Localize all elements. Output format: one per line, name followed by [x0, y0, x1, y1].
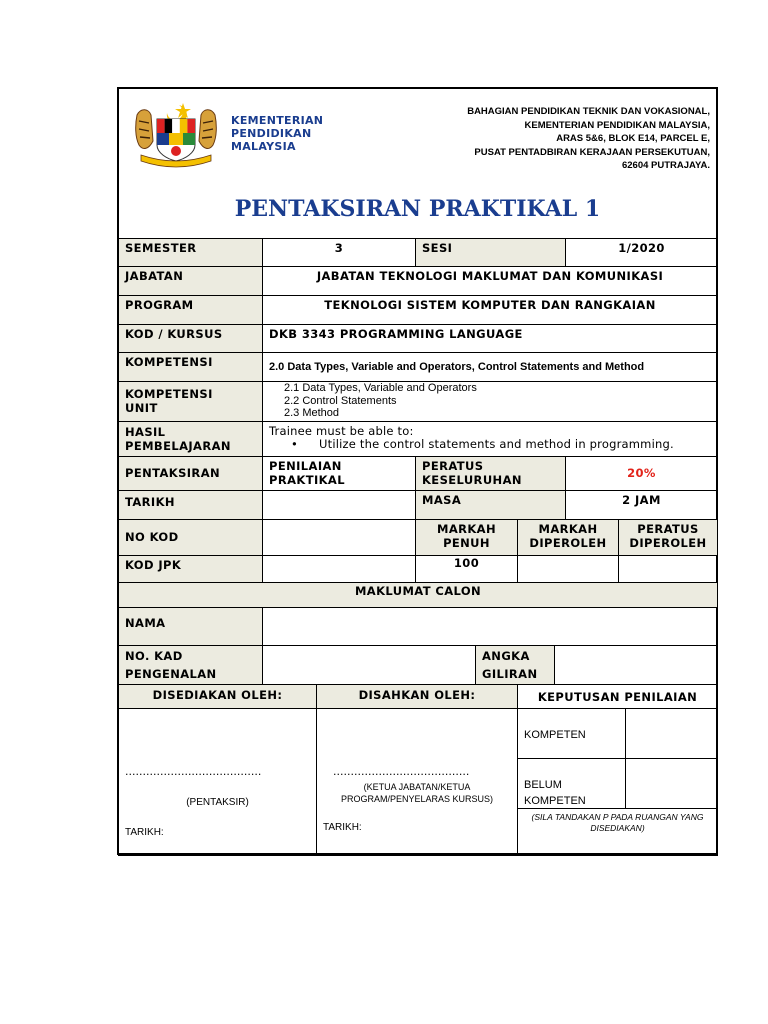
hasil-bullet-text: Utilize the control statements and method in programming.	[319, 437, 674, 451]
unit-label-line: KOMPETENSI	[125, 387, 213, 401]
pentaksiran-label: PENTAKSIRAN	[118, 456, 263, 491]
address-line: PUSAT PENTADBIRAN KERAJAAN PERSEKUTUAN,	[474, 146, 710, 158]
ministry-name	[231, 114, 323, 153]
peratus-line: PERATUS	[422, 459, 484, 473]
kompeten-label-cell	[517, 708, 626, 759]
kompetensi-unit-list	[262, 381, 718, 422]
disediakan-heading: DISEDIAKAN OLEH:	[118, 684, 317, 709]
kompetensi-unit-label	[118, 381, 263, 422]
hasil-value	[262, 421, 718, 457]
markah-diperoleh-value	[517, 555, 619, 583]
masa-value: 2 JAM	[565, 490, 718, 520]
ministry-line: PENDIDIKAN	[231, 127, 312, 140]
kod-jpk-label: KOD JPK	[118, 555, 263, 583]
kompetensi-label: KOMPETENSI	[118, 352, 263, 382]
belum-line: BELUM	[524, 779, 562, 791]
belum-kompeten-label	[524, 777, 586, 809]
unit-item: 2.1 Data Types, Variable and Operators	[284, 382, 477, 394]
tarikh-label: TARIKH	[118, 490, 263, 520]
ketua-line: PROGRAM/PENYELARAS KURSUS)	[340, 794, 494, 804]
markah-diperoleh-header	[517, 519, 619, 556]
signature-line: .......................................	[333, 765, 470, 778]
jabatan-label: JABATAN	[118, 266, 263, 296]
angka-line: ANGKA	[482, 649, 530, 663]
no-kod-label: NO KOD	[118, 519, 263, 556]
hasil-label-line: PEMBELAJARAN	[125, 439, 231, 453]
address-line: 62604 PUTRAJAYA.	[621, 160, 710, 171]
kod-kursus-value: DKB 3343 PROGRAMMING LANGUAGE	[262, 324, 718, 353]
peratus-line: KESELURUHAN	[422, 473, 522, 487]
unit-label-line: UNIT	[125, 401, 158, 415]
no-kad-line: PENGENALAN	[125, 667, 217, 681]
disediakan-box	[118, 708, 317, 856]
signature-line: .......................................	[125, 765, 262, 778]
hasil-label-line: HASIL	[125, 425, 166, 439]
program-label: PROGRAM	[118, 295, 263, 325]
ketua-line: (KETUA JABATAN/KETUA	[363, 782, 471, 792]
no-kad-line: NO. KAD	[125, 649, 183, 663]
unit-item: 2.2 Control Statements	[284, 394, 397, 407]
nama-label: NAMA	[118, 607, 263, 646]
tarikh-caption: TARIKH:	[125, 827, 164, 838]
program-value: TEKNOLOGI SISTEM KOMPUTER DAN RANGKAIAN	[262, 295, 718, 325]
peratus-keseluruhan-label	[415, 456, 566, 491]
address-line: BAHAGIAN PENDIDIKAN TEKNIK DAN VOKASIONAL,	[467, 106, 710, 117]
masa-label: MASA	[415, 490, 566, 520]
instruction-note	[518, 812, 717, 834]
markah-penuh-header	[415, 519, 518, 556]
kompeten-label: KOMPETEN	[524, 729, 586, 741]
kod-jpk-value	[262, 555, 416, 583]
peratus-diperoleh-line: DIPEROLEH	[629, 536, 707, 550]
belum-kompeten-checkbox[interactable]	[625, 758, 718, 809]
markah-diperoleh-line: DIPEROLEH	[529, 536, 607, 550]
angka-line: GILIRAN	[482, 667, 538, 681]
markah-diperoleh-line: MARKAH	[538, 522, 598, 536]
semester-value: 3	[262, 238, 416, 267]
hasil-intro: Trainee must be able to:	[269, 424, 414, 438]
note-line: DISEDIAKAN)	[590, 823, 645, 833]
peratus-diperoleh-value	[618, 555, 718, 583]
bullet-icon: •	[291, 437, 298, 451]
malaysia-crest-icon	[133, 101, 219, 169]
angka-giliran-label	[475, 645, 555, 685]
belum-line: KOMPETEN	[524, 795, 586, 807]
note-line: (SILA TANDAKAN P PADA RUANGAN YANG	[531, 812, 704, 822]
kod-kursus-label: KOD / KURSUS	[118, 324, 263, 353]
no-kad-label	[118, 645, 263, 685]
disahkan-heading: DISAHKAN OLEH:	[316, 684, 518, 709]
markah-penuh-line: MARKAH	[436, 522, 497, 536]
penilaian-praktikal	[262, 456, 416, 491]
markah-penuh-value: 100	[415, 555, 518, 583]
no-kod-value	[262, 519, 416, 556]
semester-label: SEMESTER	[118, 238, 263, 267]
jabatan-value: JABATAN TEKNOLOGI MAKLUMAT DAN KOMUNIKASI	[262, 266, 718, 296]
angka-giliran-field[interactable]	[554, 645, 718, 685]
belum-kompeten-label-cell	[517, 758, 626, 809]
disahkan-box	[316, 708, 518, 856]
no-kad-field[interactable]	[262, 645, 476, 685]
nama-field[interactable]	[262, 607, 718, 646]
address-line: KEMENTERIAN PENDIDIKAN MALAYSIA,	[524, 119, 710, 131]
pentaksir-caption: (PENTAKSIR)	[186, 797, 249, 808]
hasil-label	[118, 421, 263, 457]
peratus-diperoleh-header	[618, 519, 718, 556]
kompetensi-value: 2.0 Data Types, Variable and Operators, Control Statements and Method	[262, 352, 718, 382]
page-title: PENTAKSIRAN PRAKTIKAL 1	[234, 196, 601, 222]
peratus-diperoleh-line: PERATUS	[637, 522, 699, 536]
keputusan-heading: KEPUTUSAN PENILAIAN	[517, 684, 718, 709]
sesi-label: SESI	[415, 238, 566, 267]
sesi-value: 1/2020	[565, 238, 718, 267]
ministry-address	[467, 105, 710, 173]
penilaian-line: PENILAIAN	[269, 459, 342, 473]
unit-item: 2.3 Method	[284, 407, 340, 419]
markah-penuh-line: PENUH	[443, 536, 490, 550]
peratus-keseluruhan-value: 20%	[565, 456, 718, 491]
maklumat-calon-heading: MAKLUMAT CALON	[118, 582, 718, 608]
ketua-caption	[317, 781, 517, 805]
address-line: ARAS 5&6, BLOK E14, PARCEL E,	[556, 133, 710, 144]
instruction-note-cell	[517, 808, 718, 856]
hasil-bullet-item	[269, 438, 711, 451]
tarikh-caption: TARIKH:	[323, 822, 362, 833]
tarikh-value	[262, 490, 416, 520]
penilaian-line: PRAKTIKAL	[269, 473, 345, 487]
ministry-line: KEMENTERIAN	[231, 114, 324, 127]
ministry-line: MALAYSIA	[231, 140, 296, 153]
kompeten-checkbox[interactable]	[625, 708, 718, 759]
